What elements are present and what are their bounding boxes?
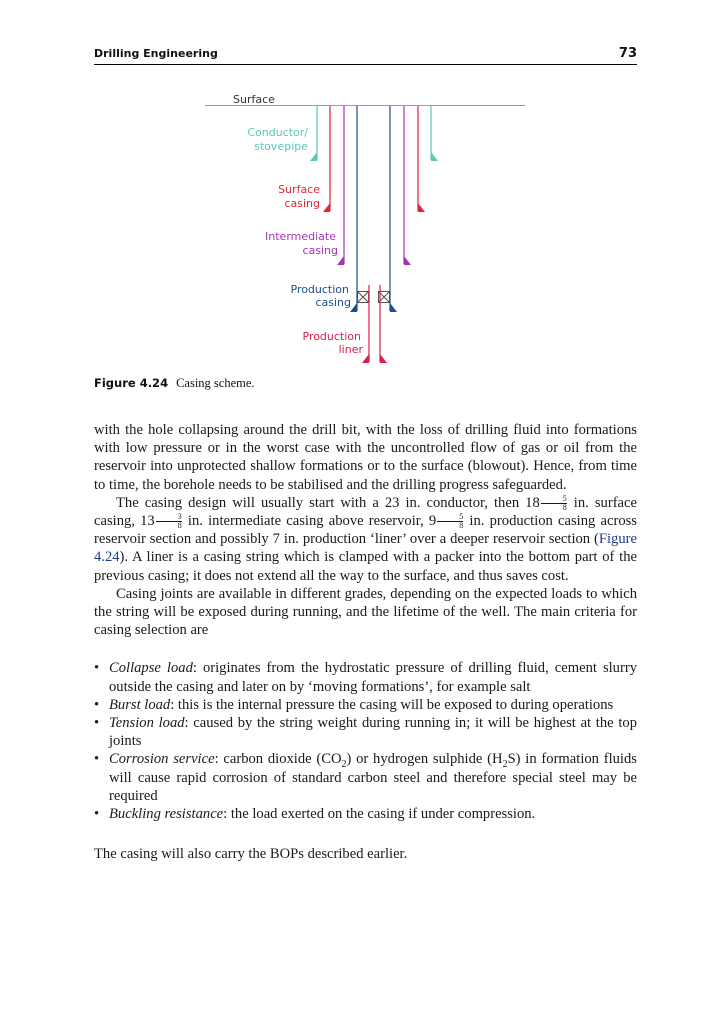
list-item (94, 659, 637, 695)
list-item (94, 805, 637, 823)
criterion-text: : originates from the hydrostatic pressure of drilling fluid, cement slurry outside the casing and later on by ‘moving formations’, for example salt (109, 660, 638, 695)
surface-label: Surface (233, 93, 275, 106)
intermediate-casing-label-2: casing (302, 244, 338, 257)
conductor-string (310, 106, 438, 161)
criterion-text: : this is the internal pressure the casing will be exposed to during operations (170, 696, 614, 713)
page-number: 73 (618, 46, 637, 61)
conductor-label-2: stovepipe (254, 140, 308, 153)
figure-caption (94, 374, 255, 392)
intermediate-casing-string (337, 106, 411, 265)
list-item (94, 714, 637, 750)
casing-criteria-list (94, 659, 637, 823)
criterion-term: Corrosion service (109, 751, 215, 768)
production-casing-label-1: Production (290, 283, 349, 296)
figure-number: Figure 4.24 (94, 376, 169, 390)
fraction-13-3-8: $\frac{3}{8}$ (156, 513, 182, 530)
list-item: • Corrosion service: carbon dioxide $(CO_2)$ or hydrogen sulphide $(H_2S)$ in formation fluids will cause rapid corrosion of standard carbon steel and therefore special steel may be required (94, 751, 637, 804)
criterion-term: Buckling resistance (109, 806, 224, 823)
criterion-term: Tension load (109, 715, 185, 732)
para2-text-4: in. production casing across reservoir section and possibly 7 in. production ‘liner’ over a deeper reservoir section ( (94, 513, 637, 548)
surface-casing-label-2: casing (284, 197, 320, 210)
conductor-label-1: Conductor/ (247, 126, 308, 139)
bullet-icon: • (94, 751, 100, 768)
criterion-term: Collapse load (109, 660, 193, 677)
paragraph-1: with the hole collapsing around the drill bit, with the loss of drilling fluid into formations with low pressure or in the worst case with the uncontrolled flow of gas or oil from the reservoir into unprotected shallow formations or to the surface (blowout). Hence, from time to time, the borehole needs to be stabilised and the drilling progress safeguarded. (94, 422, 637, 493)
paragraph-2 (94, 494, 637, 585)
surface-casing-label-1: Surface (278, 183, 320, 196)
bullet-icon: • (94, 806, 100, 823)
para2-text-1: The casing design will usually start with a 23 in. conductor, then 18 (116, 494, 540, 511)
surface-casing-string (323, 106, 425, 212)
production-casing-label-2: casing (315, 296, 351, 309)
para2-text-2: in. surface casing, 13 (94, 494, 637, 530)
intermediate-casing-label-1: Intermediate (265, 230, 336, 243)
figure-4-24-link[interactable]: Figure 4.24 (94, 531, 637, 566)
criterion-term: Burst load (109, 696, 171, 713)
bullet-icon: • (94, 715, 100, 732)
body-text (94, 421, 637, 863)
criterion-text: : the load exerted on the casing if under compression. (223, 806, 536, 823)
paragraph-3: Casing joints are available in different grades, depending on the expected loads to which the string will be exposed during running, and the lifetime of the well. The main criteria for casing selection are (94, 585, 637, 639)
para2-text-5: ). A liner is a casing string which is clamped with a packer into the bottom part of the previous casing; it does not extend all the way to the surface, and thus saves cost. (94, 549, 637, 584)
bullet-icon: • (94, 696, 100, 713)
para2-text-3: in. intermediate casing above reservoir, 9 (182, 513, 437, 530)
production-liner-label-2: liner (338, 343, 363, 356)
criterion-text: : caused by the string weight during running in; it will be highest at the top joints (109, 715, 637, 750)
casing-scheme-figure (0, 0, 703, 372)
fraction-18-5-8: $\frac{5}{8}$ (541, 495, 567, 512)
liner-packer-left (358, 292, 369, 303)
production-liner-label-1: Production (302, 330, 361, 343)
bullet-icon: • (94, 660, 100, 677)
figure-caption-text: Casing scheme. (176, 376, 255, 390)
fraction-9-5-8: $\frac{5}{8}$ (437, 513, 463, 530)
closing-paragraph: The casing will also carry the BOPs described earlier. (94, 846, 408, 863)
running-head-title: Drilling Engineering (94, 47, 218, 60)
list-item (94, 696, 637, 714)
production-casing-string (350, 106, 397, 312)
